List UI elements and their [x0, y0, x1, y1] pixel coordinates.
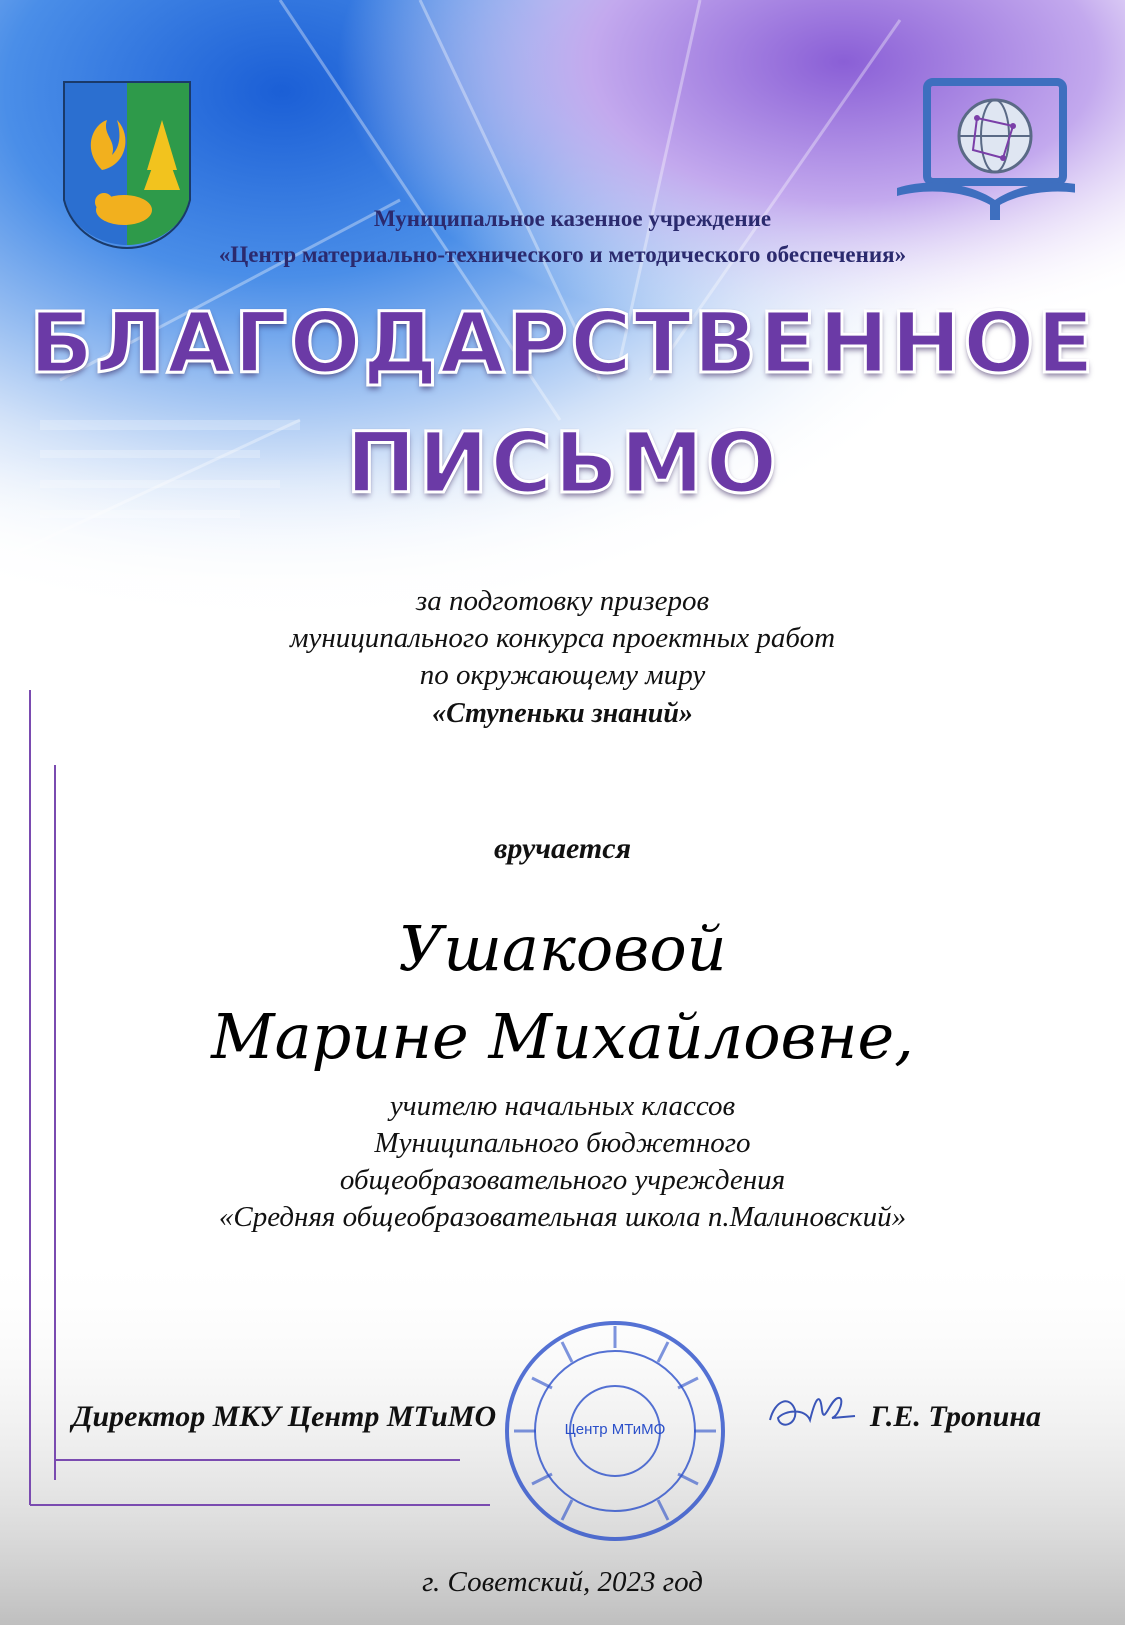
recipient-given-names: Марине Михайловне,: [211, 1000, 914, 1073]
organization-name-line1: Муниципальное казенное учреждение: [373, 206, 772, 231]
certificate-title-line1: БЛАГОДАРСТВЕННОЕ: [29, 294, 1096, 392]
certificate-title-line2: ПИСЬМО: [345, 414, 780, 512]
signer-name: Г.Е. Тропина: [870, 1400, 1041, 1433]
competition-name: «Ступеньки знаний»: [432, 698, 693, 729]
reason-line3: по окружающему миру: [419, 659, 706, 691]
place-and-year: г. Советский, 2023 год: [422, 1566, 703, 1598]
position-line1: учителю начальных классов: [389, 1090, 736, 1122]
signer-role: Директор МКУ Центр МТиМО: [72, 1400, 497, 1433]
recipient-surname: Ушаковой: [398, 912, 727, 985]
reason-line1: за подготовку призеров: [415, 585, 710, 617]
position-line2: Муниципального бюджетного: [374, 1127, 751, 1159]
position-line4: «Средняя общеобразовательная школа п.Малиновский»: [218, 1201, 907, 1233]
reason-line2: муниципального конкурса проектных работ: [289, 622, 836, 654]
award-verb: вручается: [493, 832, 632, 865]
official-stamp: [502, 1318, 728, 1544]
handwritten-signature: [760, 1380, 860, 1440]
organization-name-line2: «Центр материально-технического и методического обеспечения»: [218, 242, 907, 267]
position-line3: общеобразовательного учреждения: [339, 1164, 786, 1196]
stamp-center-text: Центр МТиМО: [564, 1421, 666, 1438]
